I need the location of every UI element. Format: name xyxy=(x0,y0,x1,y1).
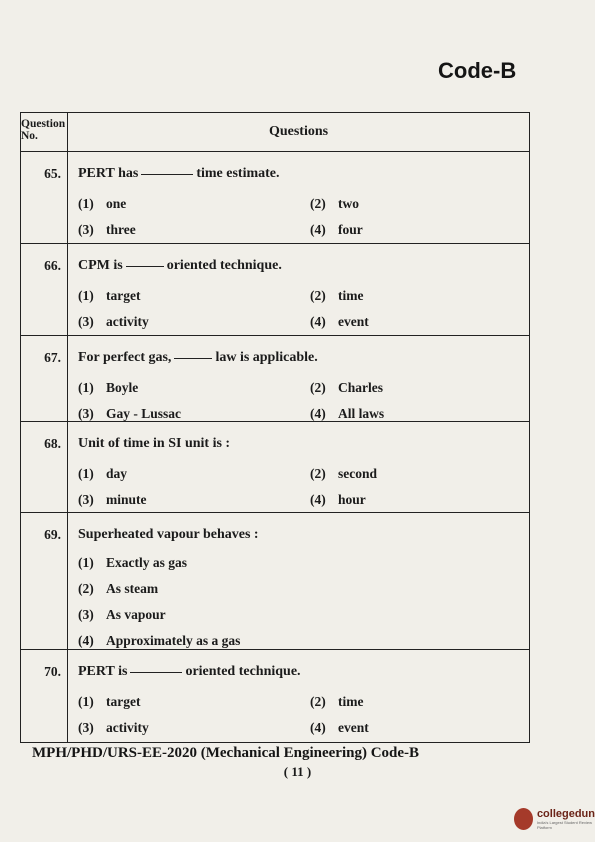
page-number: ( 11 ) xyxy=(283,764,312,779)
option-2: (2) Charles xyxy=(310,380,383,395)
question-number: 66. xyxy=(21,244,68,335)
option-3: (3) Gay - Lussac xyxy=(78,406,182,421)
question-text-pre: PERT is xyxy=(78,664,128,679)
question-text xyxy=(78,258,529,274)
option-3: (3) As vapour xyxy=(78,607,166,622)
question-text-pre: For perfect gas, xyxy=(78,350,172,365)
option-1: (1) target xyxy=(78,288,141,303)
option-3: (3) three xyxy=(78,222,136,237)
column-header-questions: Questions xyxy=(268,124,329,139)
option-1: (1) one xyxy=(78,196,127,211)
option-2: (2) two xyxy=(310,196,359,211)
table-header xyxy=(21,113,529,152)
option-4: (4) All laws xyxy=(310,406,385,421)
option-2: (2) time xyxy=(310,694,364,709)
question-row-68 xyxy=(21,422,529,513)
question-number: 68. xyxy=(21,422,68,512)
questions-table xyxy=(20,112,530,743)
brand-tagline: India's Largest Student Review Platform xyxy=(536,819,592,830)
brand-name: collegedun xyxy=(536,807,595,820)
question-text xyxy=(78,166,529,182)
fill-blank xyxy=(130,672,182,673)
question-row-65 xyxy=(21,152,529,244)
option-2: (2) As steam xyxy=(78,581,159,596)
mascot-icon xyxy=(514,808,533,830)
option-1: (1) Boyle xyxy=(78,380,139,395)
question-row-67 xyxy=(21,336,529,422)
watermark-logo xyxy=(514,808,595,830)
question-text: Unit of time in SI unit is : xyxy=(78,436,231,451)
question-text-post: time estimate. xyxy=(196,166,280,181)
question-text-pre: CPM is xyxy=(78,258,123,273)
question-row-66 xyxy=(21,244,529,336)
option-4: (4) hour xyxy=(310,492,366,507)
option-4: (4) event xyxy=(310,314,369,329)
option-3: (3) activity xyxy=(78,720,149,735)
option-3: (3) minute xyxy=(78,492,147,507)
question-text xyxy=(78,350,529,366)
question-text xyxy=(78,664,529,680)
option-1: (1) Exactly as gas xyxy=(78,555,187,570)
question-text: Superheated vapour behaves : xyxy=(78,527,259,542)
option-4: (4) four xyxy=(310,222,363,237)
fill-blank xyxy=(141,174,193,175)
option-2: (2) second xyxy=(310,466,378,481)
option-3: (3) activity xyxy=(78,314,149,329)
question-number: 65. xyxy=(21,152,68,243)
question-text-post: oriented technique. xyxy=(185,664,301,679)
question-number: 69. xyxy=(21,513,68,649)
option-1: (1) target xyxy=(78,694,141,709)
question-row-69 xyxy=(21,513,529,650)
footer-title: MPH/PHD/URS-EE-2020 (Mechanical Engineering) Code-B xyxy=(32,745,420,761)
fill-blank xyxy=(126,266,164,267)
question-row-70 xyxy=(21,650,529,742)
option-2: (2) time xyxy=(310,288,364,303)
fill-blank xyxy=(174,358,212,359)
question-number: 70. xyxy=(21,650,68,742)
question-text-pre: PERT has xyxy=(78,166,139,181)
question-number: 67. xyxy=(21,336,68,421)
question-text-post: oriented technique. xyxy=(166,258,282,273)
question-text-post: law is applicable. xyxy=(215,350,318,365)
paper-code: Code-B xyxy=(438,58,517,83)
option-4: (4) Approximately as a gas xyxy=(78,633,241,648)
column-header-number: Question No. xyxy=(21,113,68,151)
option-1: (1) day xyxy=(78,466,128,481)
option-4: (4) event xyxy=(310,720,369,735)
